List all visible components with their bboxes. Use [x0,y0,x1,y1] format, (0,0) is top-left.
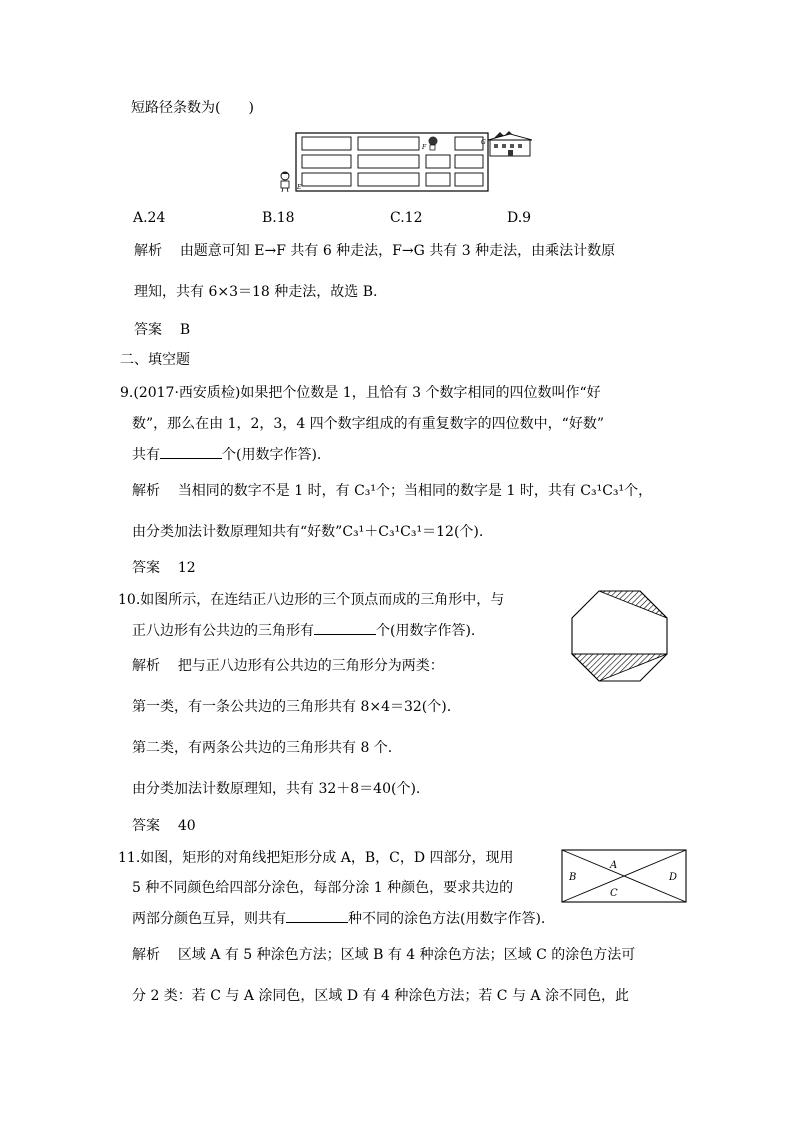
q9-line3-post: 个(用数字作答). [222,447,322,463]
q11-line2: 5 种不同颜色给四部分涂色，每部分涂 1 种颜色，要求共边的 [132,880,514,896]
q9-line3-pre: 共有 [132,447,160,463]
q10-analysis-line4: 由分类加法计数原理知，共有 32＋8＝40(个). [132,781,421,797]
q8-answer [134,320,190,340]
q9-analysis-line2: 由分类加法计数原理知共有“好数”C₃¹＋C₃¹C₃¹＝12(个). [132,524,484,540]
person-icon [281,172,289,192]
answer-value: 40 [177,818,196,834]
answer-blank [286,908,348,923]
label-e: E [297,184,302,191]
q10-answer [132,816,196,836]
label-g: G [481,139,486,146]
q9-line1: 9.(2017·西安质检)如果把个位数是 1，且恰有 3 个数字相同的四位数叫作“好 [120,385,601,401]
q10-line1: 10.如图所示，在连结正八边形的三个顶点而成的三角形中，与 [118,592,505,608]
analysis-text: 区域 A 有 5 种涂色方法；区域 B 有 4 种涂色方法；区域 C 的涂色方法可 [177,947,636,963]
analysis-label: 解析 [134,243,162,259]
q9-answer [132,558,196,578]
octagon-figure [568,588,670,684]
q11-line1: 11.如图，矩形的对角线把矩形分成 A，B，C，D 四部分，现用 [118,850,514,866]
answer-label: 答案 [132,818,160,834]
q10-line2 [132,620,475,641]
q10-analysis-line1 [132,656,444,676]
rectangle-diagonals-figure [560,848,688,904]
q10-analysis-line2: 第一类，有一条公共边的三角形共有 8×4＝32(个). [132,699,452,715]
answer-value: 12 [177,560,196,576]
analysis-label: 解析 [132,947,160,963]
q10-line2-pre: 正八边形有公共边的三角形有 [132,623,314,639]
answer-label: 答案 [132,560,160,576]
analysis-text: 由题意可知 E→F 共有 6 种走法，F→G 共有 3 种走法，由乘法计数原 [179,243,616,259]
option-b: B.18 [262,210,295,226]
analysis-text: 当相同的数字不是 1 时，有 C₃¹个；当相同的数字是 1 时，共有 C₃¹C₃¹个， [177,483,653,499]
section-title: 二、填空题 [120,352,190,368]
q11-line3 [132,908,545,929]
q8-analysis-line2: 理知，共有 6×3＝18 种走法，故选 B. [134,284,378,300]
q11-line3-post: 种不同的涂色方法(用数字作答). [348,911,546,927]
q8-stem-tail: 短路径条数为( ) [131,100,254,116]
label-f: F [422,144,427,151]
region-c-label: C [610,888,618,899]
q11-analysis-line1 [132,945,635,965]
answer-value: B [179,322,191,338]
q11-analysis-line2: 分 2 类：若 C 与 A 涂同色，区域 D 有 4 种涂色方法；若 C 与 A 涂不同色，此 [132,988,629,1004]
answer-label: 答案 [134,322,162,338]
q10-analysis-line3: 第二类，有两条公共边的三角形共有 8 个. [132,740,393,756]
school-building-icon [488,131,532,156]
region-a-label: A [610,860,618,871]
street-grid-figure [276,128,532,194]
analysis-text: 把与正八边形有公共边的三角形分为两类： [177,658,444,674]
region-b-label: B [569,872,577,883]
q9-line3 [132,444,321,465]
q11-line3-pre: 两部分颜色互异，则共有 [132,911,286,927]
q9-analysis-line1 [132,481,652,501]
q9-line2: 数”，那么在由 1，2，3，4 四个数字组成的有重复数字的四位数中，“好数” [132,416,604,432]
option-a: A.24 [133,210,166,226]
analysis-label: 解析 [132,483,160,499]
option-c: C.12 [390,210,423,226]
answer-blank [160,444,222,459]
q8-analysis-line1 [134,241,615,261]
answer-blank [314,620,376,635]
option-d: D.9 [507,210,532,226]
region-d-label: D [669,872,678,883]
analysis-label: 解析 [132,658,160,674]
q10-line2-post: 个(用数字作答). [376,623,476,639]
